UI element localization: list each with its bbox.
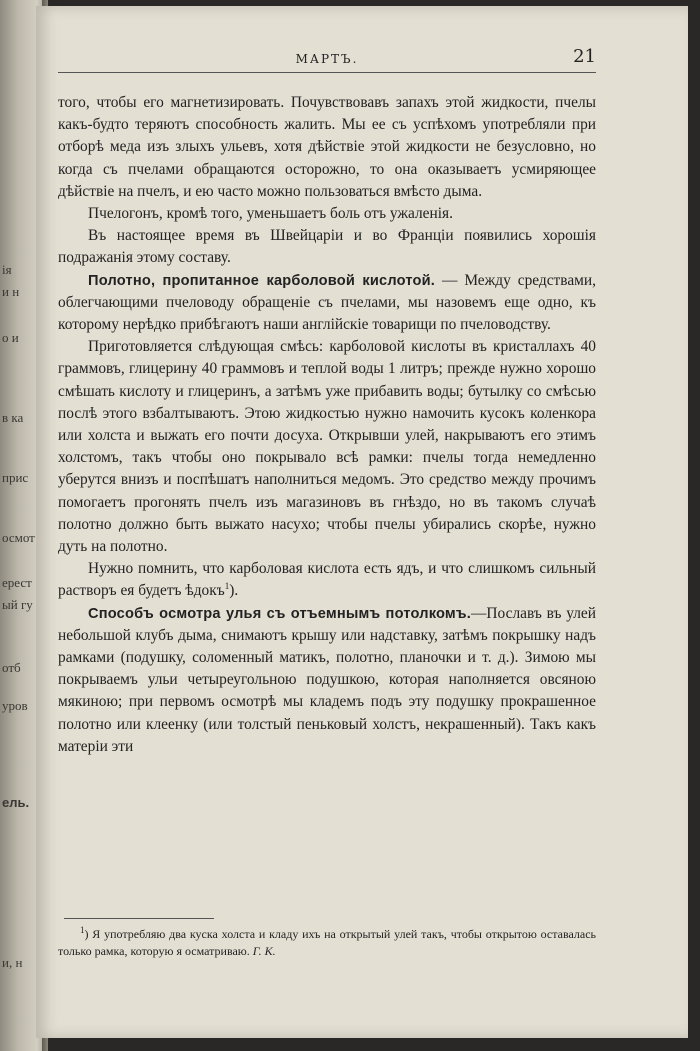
run-in-heading: Полотно, пропитанное карболовой кислотой. — [88, 272, 436, 289]
facing-page-fragment: отб — [2, 660, 21, 675]
footnote-reference: 1 — [224, 581, 230, 592]
paragraph-text: ). — [229, 582, 239, 600]
facing-page-fragment: ія — [2, 262, 12, 277]
paragraph — [58, 203, 596, 225]
footnote-author: Г. К. — [252, 944, 276, 958]
body-text — [58, 92, 596, 758]
facing-page-fragment: в ка — [2, 410, 24, 425]
paragraph-text: Приготовляется слѣдующая смѣсь: карболовой кислоты въ кристаллахъ 40 граммовъ, глицерину 40 граммовъ и теплой воды 1 литръ; прежде нужно хорошо смѣшать кислоту и глицеринъ, а затѣмъ уже прибавить воды; бутылку со смѣсью послѣ этого взбалтываютъ. Этою жидкостью нужно намочить кусокъ коленкора или холста и выжать его почти досуха. Открывши улей, накрываютъ его этимъ холстомъ, такъ чтобы оно покрывало всѣ рамки: пчелы тогда немедленно уберутся внизъ и поспѣшатъ наполниться медомъ. Это средство между прочимъ помогаетъ прогонять пчелъ изъ магазиновъ въ гнѣздо, но въ такомъ случаѣ полотно должно быть выжато насухо; чтобы пчелы убирались скорѣе, нужно дуть на полотно. — [58, 338, 596, 556]
facing-page-fragment: о и — [2, 330, 19, 345]
facing-page-fragment: ель. — [2, 795, 30, 810]
paragraph — [58, 92, 596, 203]
footnote-marker: 1 — [80, 925, 85, 935]
paragraph-text: — Между средствами, облегчающими пчеловоду обращенiе съ пчелами, мы назовемъ еще одно, къ которому нерѣдко прибѣгаютъ наши англiйскiе товарищи по пчеловодству. — [58, 271, 596, 334]
paragraph — [58, 336, 596, 558]
facing-page-fragment: и н — [2, 284, 20, 299]
facing-page-fragment: и, н — [2, 955, 23, 970]
footnote-rule — [64, 918, 214, 919]
facing-page-fragment: ый гу — [2, 597, 33, 612]
running-header — [58, 46, 596, 73]
run-in-heading: Способъ осмотра улья съ отъемнымъ потолкомъ. — [88, 605, 472, 622]
book-page — [36, 6, 688, 1038]
paragraph — [58, 225, 596, 269]
facing-page-fragment: прис — [2, 470, 29, 485]
paragraph-text: Нужно помнить, что карболовая кислота есть ядъ, и что слишкомъ сильный растворъ ея будетъ ѣдокъ — [58, 560, 596, 600]
paragraph — [58, 603, 596, 758]
facing-page-fragment: ерест — [2, 575, 32, 590]
facing-page-fragment: уров — [2, 698, 28, 713]
paragraph-text: того, чтобы его магнетизировать. Почувствовавъ запахъ этой жидкости, пчелы какъ-будто теряютъ способность жалить. Мы ее съ успѣхомъ употребляли при отборѣ меда изъ злыхъ ульевъ, хотя дѣйствiе этой жидкости не безусловно, но когда съ пчелами обращаются осторожно, то она оказываетъ усмиряющее дѣйствiе на пчелъ, и ею часто можно пользоваться вмѣсто дыма. — [58, 94, 596, 200]
paragraph-text: Въ настоящее время въ Швейцарiи и во Францiи появились хорошiя подражанiя этому составу. — [58, 227, 596, 267]
paragraph — [58, 270, 596, 337]
footnote — [58, 926, 596, 960]
page-number: 21 — [573, 46, 596, 67]
footnote-text: ) Я употребляю два куска холста и кладу ихъ на открытый улей такъ, чтобы открытою оставалась только рамка, которую я осматриваю. — [58, 927, 596, 958]
facing-page-fragment: осмот — [2, 530, 35, 545]
paragraph-text: Пчелогонъ, кромѣ того, уменьшаетъ боль отъ ужаленiя. — [88, 205, 453, 223]
paragraph-text: —Пославъ въ улей небольшой клубъ дыма, снимаютъ крышу или надставку, затѣмъ покрышку надъ рамками (подушку, соломенный матикъ, полотно, планочки и т. д.). Зимою мы покрываемъ ульи четыреугольною подушкою, которая наполняется овсяною мякиною; при первомъ осмотрѣ мы кладемъ подъ эту подушку прокрашенное полотно или клеенку (или толстый пеньковый холстъ, некрашенный). Такъ какъ матерiи эти — [58, 604, 596, 755]
paragraph — [58, 558, 596, 602]
running-title: МАРТЪ. — [295, 52, 359, 66]
